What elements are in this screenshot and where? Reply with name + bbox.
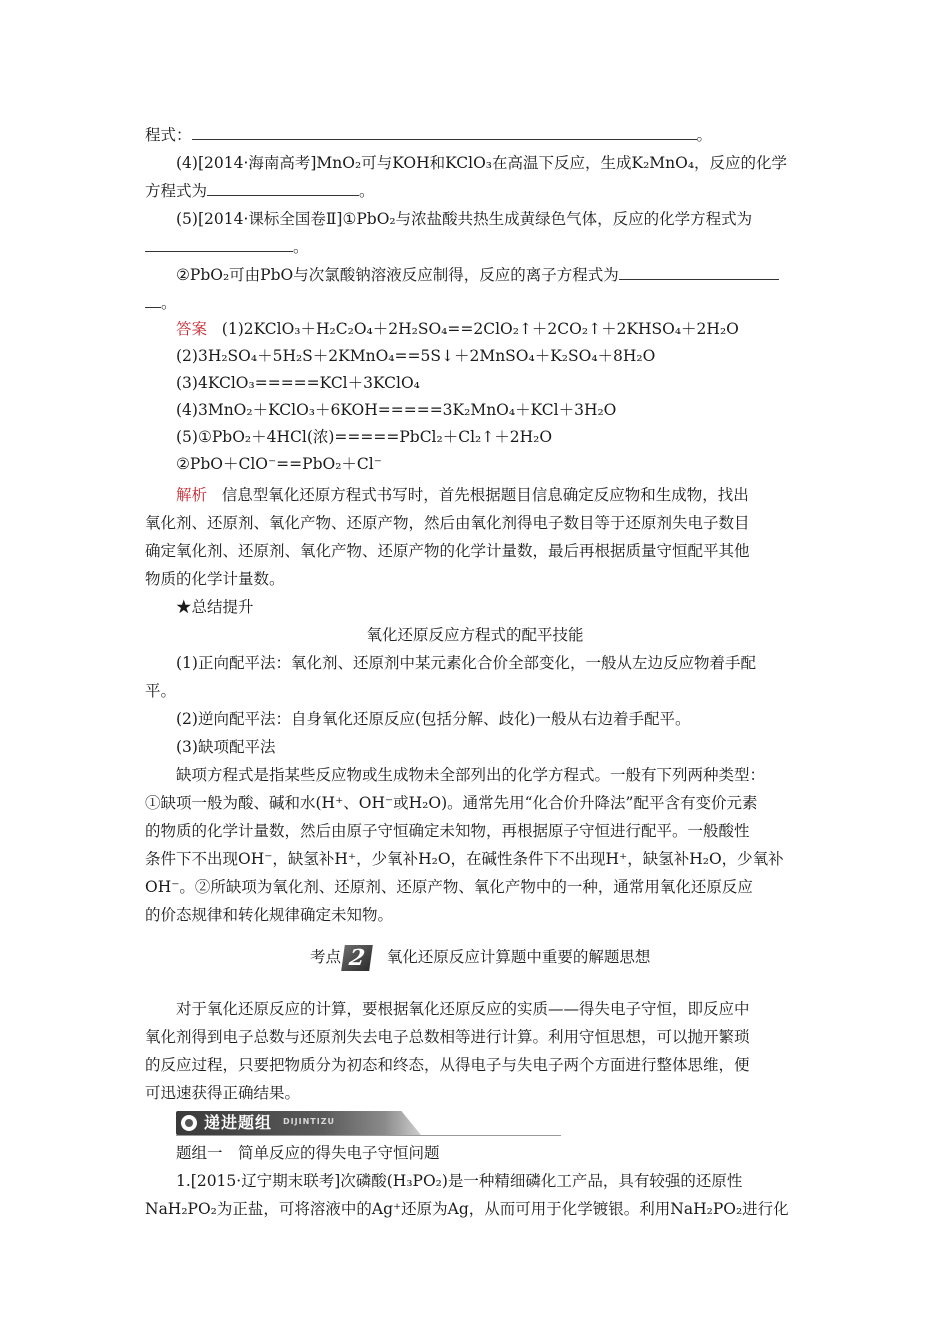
banner-subtitle: DIJINTIZU (283, 1117, 335, 1126)
kaodian-heading (310, 944, 650, 971)
answer-label: 答案 (176, 320, 208, 338)
question-line: (4)[2014·海南高考]MnO₂可与KOH和KClO₃在高温下反应，生成K₂MnO₄，反应的化学 (176, 154, 788, 172)
question-line: 程式： 。 (145, 126, 713, 144)
summary-line: (1)正向配平法：氧化剂、还原剂中某元素化合价全部变化，一般从左边反应物着手配 (176, 654, 756, 672)
kaodian-number-badge: 2 (341, 945, 373, 971)
question-line: 。 (145, 292, 177, 314)
answer-blank (207, 180, 359, 196)
kaodian-label: 考点 (310, 948, 342, 966)
summary-title: 氧化还原反应方程式的配平技能 (366, 626, 584, 644)
question-line: 。 (145, 236, 309, 258)
summary-line: 的价态规律和转化规律确定未知物。 (145, 906, 394, 924)
answer-blank (145, 236, 293, 252)
banner-title: 递进题组 (204, 1113, 273, 1132)
answer-blank (619, 264, 779, 280)
answer-line: (4)3MnO₂＋KClO₃＋6KOH=====3K₂MnO₄＋KCl＋3H₂O (176, 401, 617, 419)
intro-line: 对于氧化还原反应的计算，要根据氧化还原反应的实质——得失电子守恒，即反应中 (176, 1000, 750, 1018)
question-line: NaH₂PO₂为正盐，可将溶液中的Ag⁺还原为Ag，从而可用于化学镀银。利用NaH₂PO₂进行化 (145, 1200, 789, 1218)
banner-divider (176, 1135, 561, 1136)
analysis-line: 确定氧化剂、还原剂、氧化产物、还原产物的化学计量数，最后再根据质量守恒配平其他 (145, 542, 750, 560)
answer-line: ②PbO＋ClO⁻==PbO₂＋Cl⁻ (176, 455, 382, 473)
summary-line: OH⁻。②所缺项为氧化剂、还原剂、还原产物、氧化产物中的一种，通常用氧化还原反应 (145, 878, 753, 896)
analysis-line: 氧化剂、还原剂、氧化产物、还原产物，然后由氧化剂得电子数目等于还原剂失电子数目 (145, 514, 750, 532)
answer-line: 答案 (1)2KClO₃＋H₂C₂O₄＋2H₂SO₄==2ClO₂↑＋2CO₂↑＋2KHSO₄＋2H₂O (176, 320, 739, 338)
analysis-label: 解析 (176, 486, 208, 504)
intro-line: 可迅速获得正确结果。 (145, 1084, 301, 1102)
summary-line: 缺项方程式是指某些反应物或生成物未全部列出的化学方程式。一般有下列两种类型： (176, 766, 766, 784)
answer-blank (145, 292, 161, 308)
question-line: 1.[2015·辽宁期末联考]次磷酸(H₃PO₂)是一种精细磷化工产品，具有较强的还原性 (176, 1172, 743, 1190)
summary-line: 条件下不出现OH⁻，缺氢补H⁺，少氧补H₂O，在碱性条件下不出现H⁺，缺氢补H₂O，少氧补 (145, 850, 784, 868)
summary-line: (3)缺项配平法 (176, 738, 276, 756)
answer-blank (192, 124, 697, 140)
kaodian-title: 氧化还原反应计算题中重要的解题思想 (386, 948, 651, 966)
group-title: 题组一 简单反应的得失电子守恒问题 (176, 1144, 440, 1162)
summary-heading: ★总结提升 (176, 598, 254, 616)
answer-line: (2)3H₂SO₄＋5H₂S＋2KMnO₄==5S↓＋2MnSO₄＋K₂SO₄＋8H₂O (176, 347, 656, 365)
answer-line: (5)①PbO₂＋4HCl(浓)=====PbCl₂＋Cl₂↑＋2H₂O (176, 428, 553, 446)
summary-line: 的物质的化学计量数，然后由原子守恒确定未知物，再根据原子守恒进行配平。一般酸性 (145, 822, 750, 840)
analysis-line: 解析 信息型氧化还原方程式书写时，首先根据题目信息确定反应物和生成物，找出 (176, 486, 749, 504)
section-banner (176, 1111, 561, 1137)
summary-line: ①缺项一般为酸、碱和水(H⁺、OH⁻或H₂O)。通常先用“化合价升降法”配平含有变价元素 (145, 794, 758, 812)
question-line: (5)[2014·课标全国卷Ⅱ]①PbO₂与浓盐酸共热生成黄绿色气体，反应的化学方程式为 (176, 210, 753, 228)
circle-icon (181, 1115, 197, 1131)
answer-line: (3)4KClO₃=====KCl＋3KClO₄ (176, 374, 420, 392)
analysis-line: 物质的化学计量数。 (145, 570, 285, 588)
question-line: 方程式为 。 (145, 182, 375, 200)
summary-line: 平。 (145, 682, 177, 700)
question-line: ②PbO₂可由PbO与次氯酸钠溶液反应制得，反应的离子方程式为 (176, 264, 779, 286)
summary-line: (2)逆向配平法：自身氧化还原反应(包括分解、歧化)一般从右边着手配平。 (176, 710, 691, 728)
intro-line: 的反应过程，只要把物质分为初态和终态，从得电子与失电子两个方面进行整体思维，便 (145, 1056, 750, 1074)
intro-line: 氧化剂得到电子总数与还原剂失去电子总数相等进行计算。利用守恒思想，可以抛开繁琐 (145, 1028, 750, 1046)
